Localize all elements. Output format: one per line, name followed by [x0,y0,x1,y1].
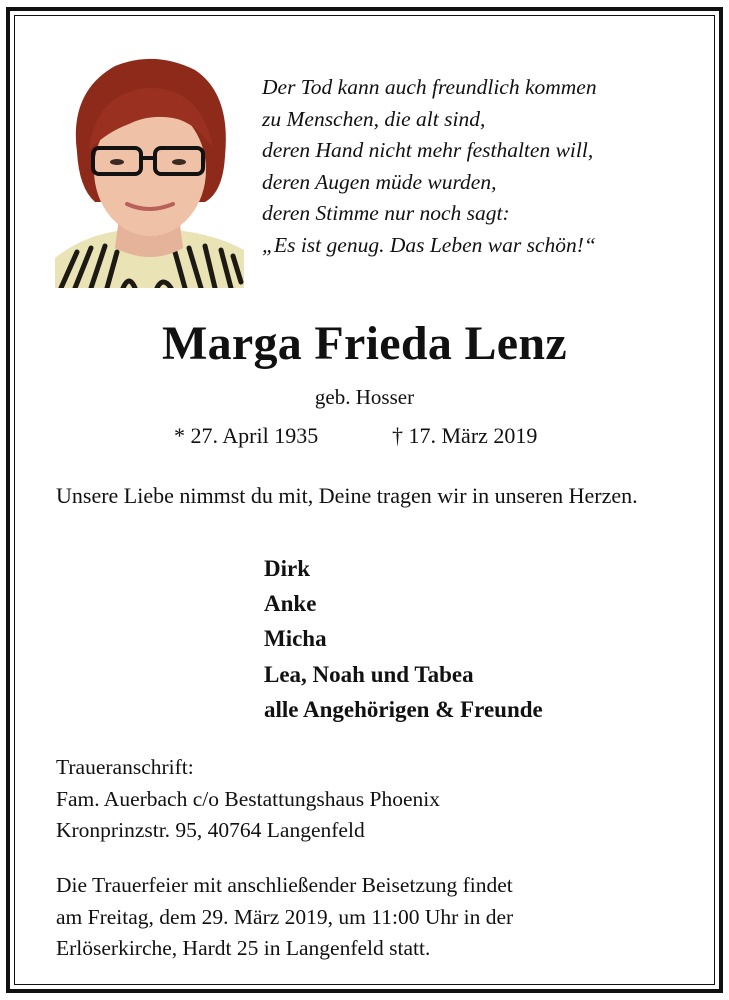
address-line: Fam. Auerbach c/o Bestattungshaus Phoenix [56,786,440,811]
address-heading: Traueranschrift: [56,755,194,779]
poem-line: deren Hand nicht mehr festhalten will, [262,138,594,163]
ceremony-line: Erlöserkirche, Hardt 25 in Langenfeld statt. [56,936,431,960]
mourner: Anke [264,591,317,617]
mourner: alle Angehörigen & Freunde [264,696,543,722]
ceremony-line: am Freitag, dem 29. März 2019, um 11:00 Uhr in der [56,904,514,929]
farewell-text: Unsere Liebe nimmst du mit, Deine tragen wir in unseren Herzen. [56,483,638,508]
poem-line: deren Stimme nur noch sagt: [262,201,510,226]
poem-line: Der Tod kann auch freundlich kommen [262,75,597,99]
ceremony-info [56,870,513,965]
mourner: Lea, Noah und Tabea [264,661,474,687]
mourners-list [264,551,543,727]
mourner: Micha [264,626,327,652]
portrait-illustration [55,52,244,288]
poem [262,72,702,262]
mourner: Dirk [264,556,310,581]
maiden-name: geb. Hosser [314,385,415,409]
birth-date: * 27. April 1935 [174,423,319,448]
address-line: Kronprinzstr. 95, 40764 Langenfeld [56,818,365,842]
deceased-name: Marga Frieda Lenz [162,317,567,370]
mourning-address [56,752,440,847]
ceremony-line: Die Trauerfeier mit anschließender Beisetzung findet [56,873,513,897]
poem-line: „Es ist genug. Das Leben war schön!“ [262,232,596,257]
portrait-photo [55,52,244,288]
death-date: † 17. März 2019 [392,423,538,448]
poem-line: deren Augen müde wurden, [262,169,497,194]
poem-line: zu Menschen, die alt sind, [262,106,486,131]
